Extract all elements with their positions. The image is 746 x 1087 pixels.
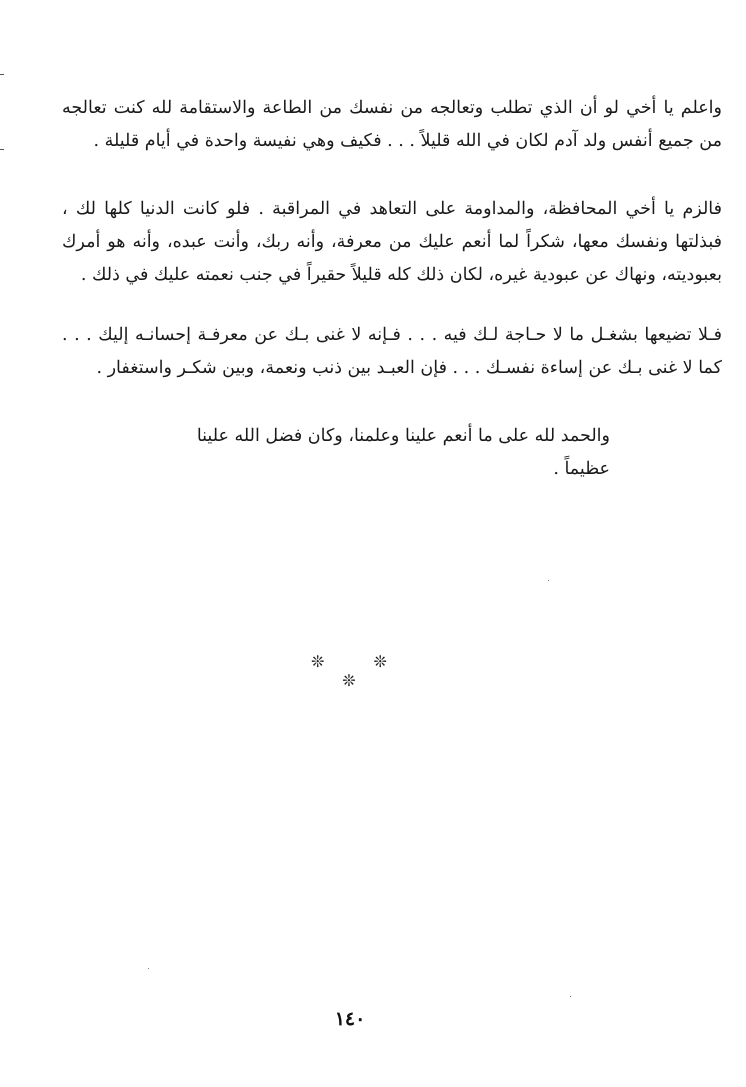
paragraph-2: فالزم يا أخي المحافظة، والمداومة على التعاهد في المراقبة . فلو كانت الدنيا كلها لك ، فبذلتها ونفسك معها، شكراً لما أنعم عليك من معرفة، وأنه ربك، وأنت عبده، وأنه هو أمرك بعبوديته، ونهاك عن عبودية غيره، لكان ذلك كله قليلاً حقيراً في جنب نعمته عليك في ذلك . (62, 199, 722, 285)
scan-edge-mark (0, 74, 4, 75)
closing-line: والحمد لله على ما أنعم علينا وعلمنا، وكان فضل الله علينا عظيماً . (196, 426, 610, 479)
scan-edge-mark (0, 149, 4, 150)
scan-speck (570, 996, 571, 997)
scan-speck (548, 580, 549, 581)
paragraph-3: فـلا تضيعها بشغـل ما لا حـاجة لـك فيه . . . فـإنه لا غنى بـك عن معرفـة إحسانـه إليك . . . كما لا غنى بـك عن إساءة نفسـك . . . فإن العبـد بين ذنب ونعمة، وبين شكـر واستغفار . (62, 325, 722, 378)
section-separator: ❊ ❊ ❊ (311, 652, 409, 690)
paragraph-1: واعلم يا أخي لو أن الذي تطلب وتعالجه من نفسك من الطاعة والاستقامة لله كنت تعالجه من جميع أنفس ولد آدم لكان في الله قليلاً . . . فكيف وهي نفيسة واحدة في أيام قليلة . (62, 98, 722, 151)
page-number: ١٤٠ (334, 1008, 366, 1030)
scan-speck (148, 968, 149, 969)
